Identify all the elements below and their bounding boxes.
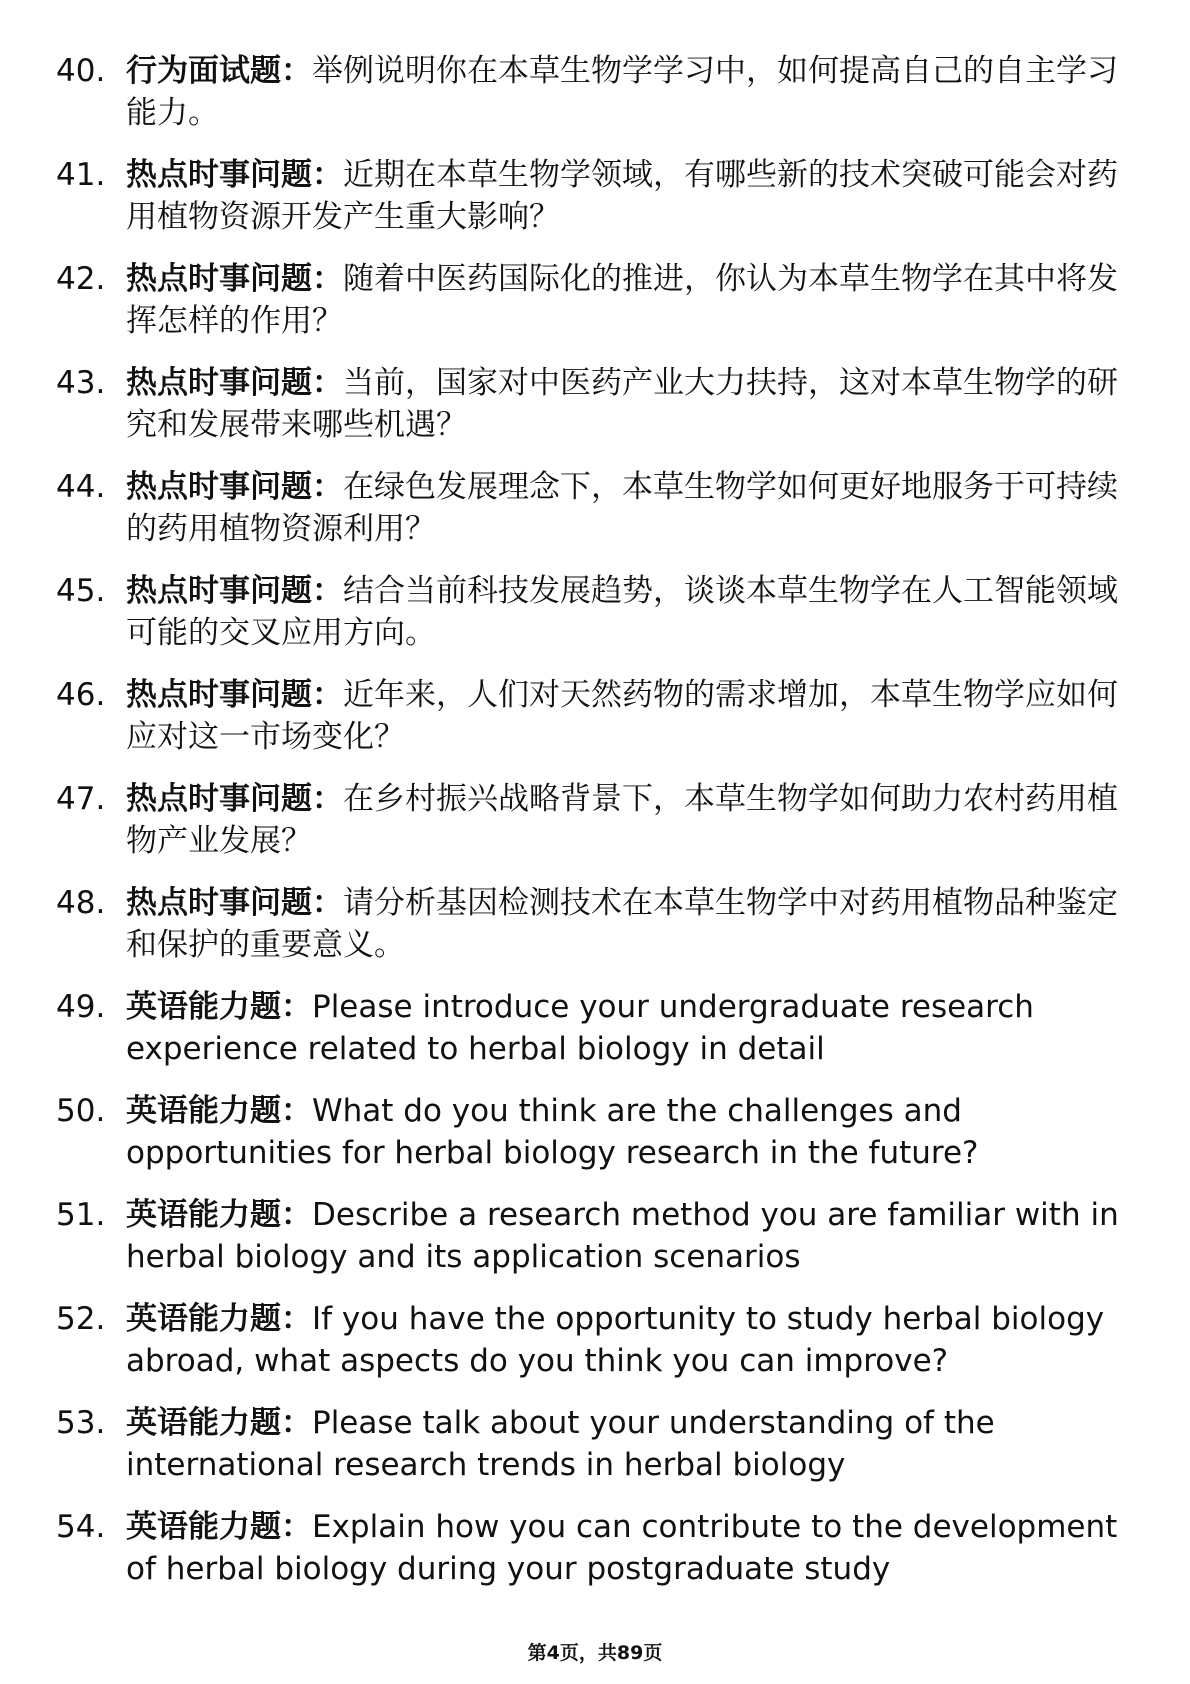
question-category: 热点时事问题：	[126, 157, 343, 193]
question-category: 热点时事问题：	[126, 469, 343, 505]
question-category: 热点时事问题：	[126, 365, 343, 401]
question-text: 近年来，人们对天然药物的需求增加，本草生物学应如何应对这一市场变化？	[126, 677, 1118, 755]
page-number-footer: 第4页，共89页	[527, 1642, 663, 1664]
question-category: 热点时事问题：	[126, 677, 343, 713]
question-text: If you have the opportunity to study herbal biology abroad, what aspects do you think you can improve?	[126, 1301, 1105, 1379]
question-number: 42.	[56, 261, 106, 297]
question-category: 热点时事问题：	[126, 885, 343, 921]
question-number: 41.	[56, 157, 106, 193]
question-category: 热点时事问题：	[126, 781, 343, 817]
question-item	[56, 1402, 1136, 1486]
question-category: 英语能力题：	[126, 1093, 312, 1129]
question-item	[56, 778, 1136, 862]
question-number: 49.	[56, 989, 106, 1025]
question-number: 53.	[56, 1405, 106, 1441]
question-list	[56, 50, 1136, 1610]
question-item	[56, 1194, 1136, 1278]
question-item	[56, 674, 1136, 758]
question-category: 热点时事问题：	[126, 261, 343, 297]
question-item	[56, 50, 1136, 134]
question-text: What do you think are the challenges and opportunities for herbal biology research in the future?	[126, 1093, 979, 1171]
question-number: 48.	[56, 885, 106, 921]
question-text: 在乡村振兴战略背景下，本草生物学如何助力农村药用植物产业发展？	[126, 781, 1118, 859]
question-text: 举例说明你在本草生物学学习中，如何提高自己的自主学习能力。	[126, 53, 1118, 131]
question-category: 英语能力题：	[126, 989, 312, 1025]
question-item	[56, 466, 1136, 550]
question-category: 英语能力题：	[126, 1197, 312, 1233]
question-text: 当前，国家对中医药产业大力扶持，这对本草生物学的研究和发展带来哪些机遇？	[126, 365, 1118, 443]
question-item	[56, 882, 1136, 966]
question-number: 54.	[56, 1509, 106, 1545]
question-item	[56, 154, 1136, 238]
question-number: 50.	[56, 1093, 106, 1129]
question-number: 44.	[56, 469, 106, 505]
question-text: Explain how you can contribute to the development of herbal biology during your postgraduate study	[126, 1509, 1118, 1587]
question-text: 在绿色发展理念下，本草生物学如何更好地服务于可持续的药用植物资源利用？	[126, 469, 1118, 547]
question-number: 46.	[56, 677, 106, 713]
question-number: 45.	[56, 573, 106, 609]
question-category: 热点时事问题：	[126, 573, 343, 609]
question-number: 43.	[56, 365, 106, 401]
question-number: 51.	[56, 1197, 106, 1233]
question-item	[56, 1090, 1136, 1174]
question-item	[56, 258, 1136, 342]
question-category: 英语能力题：	[126, 1509, 312, 1545]
question-item	[56, 1298, 1136, 1382]
question-number: 47.	[56, 781, 106, 817]
question-text: 近期在本草生物学领域，有哪些新的技术突破可能会对药用植物资源开发产生重大影响？	[126, 157, 1118, 235]
question-text: 请分析基因检测技术在本草生物学中对药用植物品种鉴定和保护的重要意义。	[126, 885, 1118, 963]
question-text: 随着中医药国际化的推进，你认为本草生物学在其中将发挥怎样的作用？	[126, 261, 1118, 339]
question-item	[56, 986, 1136, 1070]
question-text: Please introduce your undergraduate research experience related to herbal biology in detail	[126, 989, 1034, 1067]
question-category: 英语能力题：	[126, 1405, 312, 1441]
question-category: 英语能力题：	[126, 1301, 312, 1337]
question-number: 40.	[56, 53, 106, 89]
question-text: Describe a research method you are familiar with in herbal biology and its application scenarios	[126, 1197, 1119, 1275]
question-number: 52.	[56, 1301, 106, 1337]
question-item	[56, 1506, 1136, 1590]
question-item	[56, 570, 1136, 654]
question-text: 结合当前科技发展趋势，谈谈本草生物学在人工智能领域可能的交叉应用方向。	[126, 573, 1118, 651]
question-category: 行为面试题：	[126, 53, 312, 89]
question-item	[56, 362, 1136, 446]
question-text: Please talk about your understanding of the international research trends in herbal biology	[126, 1405, 995, 1483]
